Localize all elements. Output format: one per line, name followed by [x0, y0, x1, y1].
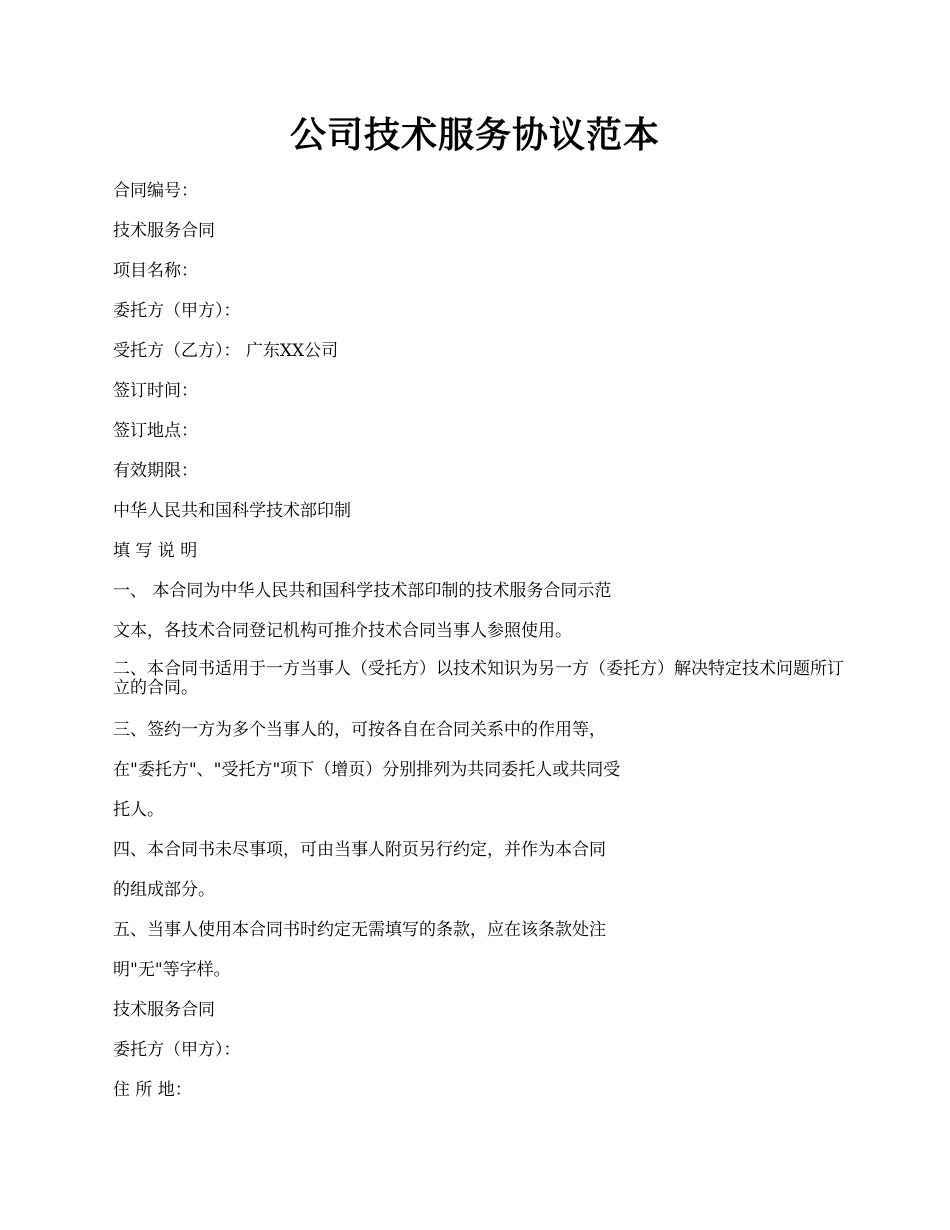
instruction-4-line-1: 四、本合同书未尽事项，可由当事人附页另行约定，并作为本合同 [113, 840, 606, 860]
project-name-line: 项目名称： [113, 261, 198, 281]
instruction-5-line-1: 五、当事人使用本合同书时约定无需填写的条款，应在该条款处注 [113, 920, 606, 940]
validity-period-line: 有效期限： [113, 461, 198, 481]
signing-time-line: 签订时间： [113, 381, 198, 401]
instruction-3-line-3: 托人。 [113, 800, 164, 820]
instruction-3-line-1: 三、签约一方为多个当事人的，可按各自在合同关系中的作用等， [113, 720, 606, 740]
issuer-line: 中华人民共和国科学技术部印制 [113, 501, 351, 521]
instruction-3-line-2: 在"委托方"、"受托方"项下（增页）分别排列为共同委托人或共同受 [113, 760, 621, 780]
contractor-party-line: 受托方（乙方）： 广东XX公司 [113, 341, 339, 361]
contract-heading-repeat: 技术服务合同 [113, 1000, 215, 1020]
instruction-5-line-2: 明"无"等字样。 [113, 960, 231, 980]
instruction-4-line-2: 的组成部分。 [113, 880, 215, 900]
contract-type-line: 技术服务合同 [113, 221, 215, 241]
instructions-heading: 填 写 说 明 [113, 541, 198, 561]
client-party-line: 委托方（甲方）： [113, 301, 241, 321]
address-line: 住 所 地： [113, 1080, 192, 1100]
client-party-line-repeat: 委托方（甲方）： [113, 1040, 241, 1060]
contract-number-line: 合同编号： [113, 181, 198, 201]
instruction-1-line-1: 一、 本合同为中华人民共和国科学技术部印制的技术服务合同示范 [113, 581, 612, 601]
instruction-2: 二、本合同书适用于一方当事人（受托方）以技术知识为另一方（委托方）解决特定技术问题所订立的合同。 [113, 659, 844, 698]
signing-place-line: 签订地点： [113, 421, 198, 441]
document-title: 公司技术服务协议范本 [289, 114, 660, 156]
document-body [113, 180, 853, 1119]
instruction-1-line-2: 文本，各技术合同登记机构可推介技术合同当事人参照使用。 [113, 621, 572, 641]
